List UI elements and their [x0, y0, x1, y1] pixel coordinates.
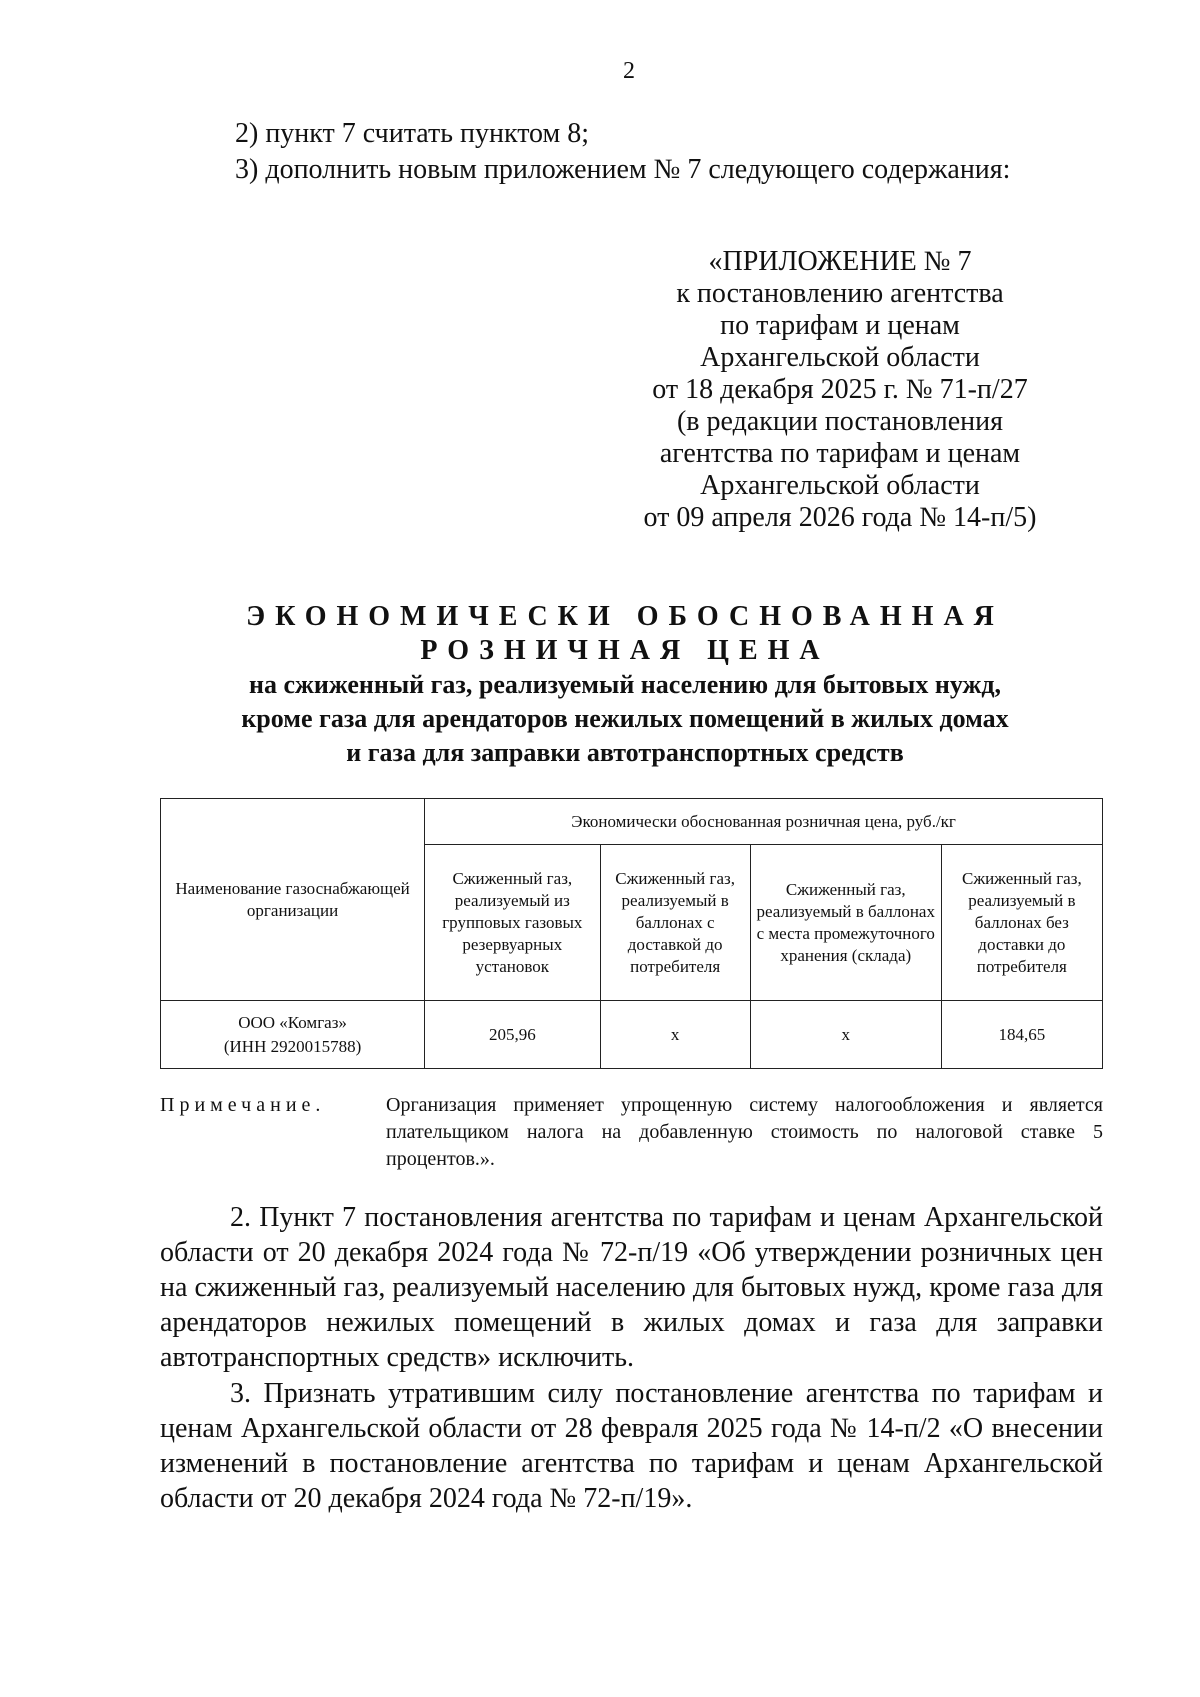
price-cylinders-storage: х	[750, 1001, 941, 1069]
page-number: 2	[623, 58, 635, 84]
subtitle-line-2: кроме газа для арендаторов нежилых помещений в жилых домах	[241, 704, 1009, 733]
column-header-cylinders-storage: Сжиженный газ, реализуемый в баллонах с места промежуточного хранения (склада)	[750, 845, 941, 1001]
price-cylinders-no-delivery: 184,65	[941, 1001, 1102, 1069]
appendix-line: от 09 апреля 2026 года № 14-п/5)	[643, 502, 1037, 533]
price-group-header: Экономически обоснованная розничная цена, руб./кг	[425, 799, 1103, 845]
subtitle-line-3: и газа для заправки автотранспортных средств	[346, 738, 904, 767]
title-line-2: РОЗНИЧНАЯ ЦЕНА	[420, 635, 830, 666]
document-title	[150, 600, 1100, 770]
appendix-line: «ПРИЛОЖЕНИЕ № 7	[708, 246, 972, 277]
column-header-cylinders-delivery: Сжиженный газ, реализуемый в баллонах с доставкой до потребителя	[600, 845, 750, 1001]
paragraph-3: 3. Признать утратившим силу постановление агентства по тарифам и ценам Архангельской области от 28 февраля 2025 года № 14-п/2 «О внесении изменений в постановление агентства по тарифам и ценам Архангельской области от 20 декабря 2024 года № 72-п/19».	[160, 1378, 1103, 1514]
org-name: ООО «Комгаз»	[238, 1012, 347, 1032]
column-header-cylinders-no-delivery: Сжиженный газ, реализуемый в баллонах без доставки до потребителя	[941, 845, 1102, 1001]
note-label: Примечание.	[160, 1094, 326, 1116]
intro-list	[235, 116, 1010, 188]
appendix-line: по тарифам и ценам	[720, 310, 960, 341]
intro-item: 2) пункт 7 считать пунктом 8;	[235, 118, 590, 149]
appendix-line: агентства по тарифам и ценам	[659, 438, 1021, 469]
paragraph-2: 2. Пункт 7 постановления агентства по тарифам и ценам Архангельской области от 20 декабря 2024 года № 72-п/19 «Об утверждении розничных цен на сжиженный газ, реализуемый населению для бытовых нужд, кроме газа для арендаторов нежилых помещений в жилых домах и газа для заправки автотранспортных средств» исключить.	[160, 1202, 1103, 1373]
appendix-header	[620, 246, 1060, 534]
org-column-header: Наименование газоснабжающей организации	[161, 799, 425, 1001]
table-row	[161, 1001, 1103, 1069]
appendix-line: (в редакции постановления	[676, 406, 1004, 437]
org-inn: (ИНН 2920015788)	[223, 1036, 362, 1056]
appendix-line: Архангельской области	[700, 342, 980, 373]
column-header-group-tanks: Сжиженный газ, реализуемый из групповых газовых резервуарных установок	[425, 845, 600, 1001]
title-line-1: ЭКОНОМИЧЕСКИ ОБОСНОВАННАЯ	[246, 601, 1004, 632]
org-cell	[161, 1001, 425, 1069]
subtitle-line-1: на сжиженный газ, реализуемый населению для бытовых нужд,	[248, 670, 1002, 699]
appendix-line: к постановлению агентства	[676, 278, 1004, 309]
price-table	[160, 798, 1103, 1069]
intro-item: 3) дополнить новым приложением № 7 следующего содержания:	[235, 154, 1011, 185]
appendix-line: от 18 декабря 2025 г. № 71-п/27	[652, 374, 1028, 405]
price-cylinders-delivery: х	[600, 1001, 750, 1069]
price-group-tanks: 205,96	[425, 1001, 600, 1069]
note-text: Организация применяет упрощенную систему налогообложения и является плательщиком налога на добавленную стоимость по налоговой ставке 5 процентов.».	[386, 1094, 1103, 1170]
appendix-line: Архангельской области	[700, 470, 980, 501]
